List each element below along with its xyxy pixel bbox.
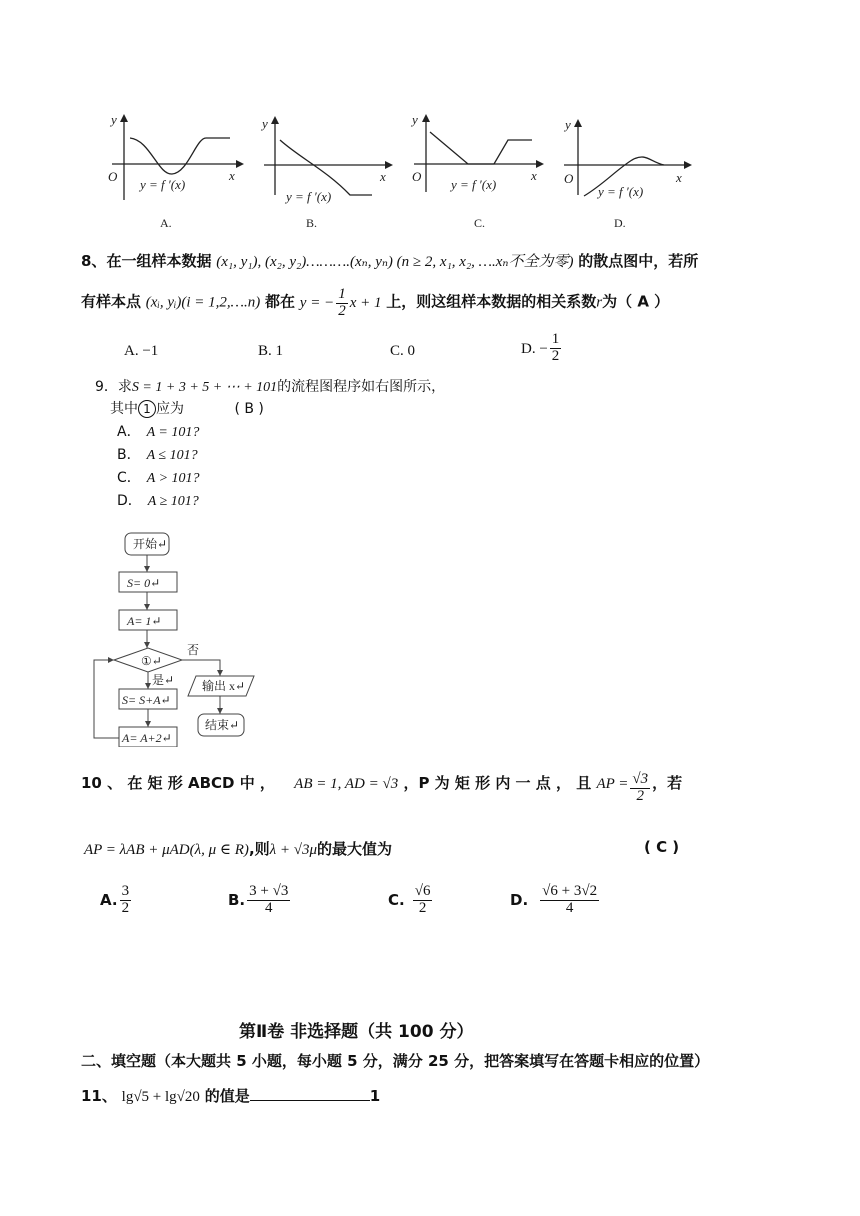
graph-c-x-label: x [531,168,537,183]
graph-b-func: y = f ′(x) [286,189,332,204]
q9-line1 [95,376,445,396]
q11-answer: 1 [369,1087,381,1105]
section2-title: 第Ⅱ卷 非选择题（共 100 分） [239,1022,474,1042]
graph-a-x-label: x [229,168,235,183]
q8-eq-post: x + 1 [349,294,382,311]
q10-option-c [388,884,434,917]
q10-option-b-label: B. [228,890,246,909]
q9-option-c-label: C． [117,470,141,486]
q10-ap [596,771,652,804]
q8-eq [299,286,382,319]
graph-b-x-label: x [380,169,386,184]
q10-prefix: 10 、 在 矩 形 ABCD 中 ， [81,774,275,792]
q8-eq-num: 1 [338,286,346,302]
q10-ap-den: 2 [636,788,644,804]
q9-option-d-math: A ≥ 101? [147,494,199,509]
q10-ap-frac [630,772,650,805]
q10-option-a-frac [120,884,132,917]
flowchart [0,525,300,747]
q10-option-a [100,884,133,917]
q10-expr: λ + √3μ [269,842,318,858]
graph-a-origin: O [108,169,118,184]
q9-suffix: 的流程图程序如右图所示， [277,379,446,395]
flow-output-label: 输出 x↵ [202,679,246,693]
flow-ssa-label: S= S+A↵ [122,693,171,707]
q8-eq-frac [336,287,348,320]
q8-r: r [596,294,603,311]
q9-sum-math: S = 1 + 3 + 5 + ⋯ + 101 [131,380,278,395]
q10-ap-num: √3 [632,771,649,788]
q8-data-math: (x₁, y₁), (x₂, y₂)……….(xₙ, yₙ) (n ≥ 2, x₁, x₂, ….xₙ不全为零) [216,254,574,270]
q8-eq-den: 2 [338,302,346,319]
q9-circle-one: 1 [138,400,156,418]
q9-answer: ( B ) [234,401,264,417]
q8-line1 [81,250,698,271]
q8-number: 8、 [81,252,107,270]
graph-d-x-label: x [676,170,682,185]
q11-answer-blank [250,1086,370,1101]
graph-c-y-label: y [412,112,418,127]
q8-point-math: (xᵢ, yᵢ)(i = 1,2,….n) [145,294,261,311]
q10-option-c-den: 2 [418,899,427,916]
q8-option-b-text: B. 1 [258,343,284,359]
q9-option-a [117,421,199,441]
q8-text-e: 上，则这组样本数据的相关系数 [386,292,597,311]
q9-prefix: 9．求 [95,379,132,395]
graph-d-origin: O [564,171,574,186]
graph-d-y-label: y [565,117,571,132]
q9-option-a-label: A． [117,424,141,440]
q10-option-d-num: √6 + 3√2 [542,883,598,899]
q10-max-text: 的最大值为 [317,840,393,858]
q11-line [81,1085,380,1106]
q10-ruo: ，若 [652,774,683,792]
q8-line2 [81,287,669,320]
q10-vector-eq: AP = λAB + μAD(λ, μ ∈ R) [84,842,249,858]
q9-option-a-math: A = 101? [146,425,200,440]
q10-option-c-label: C. [388,890,405,909]
flow-yes-label: 是↵ [152,673,175,687]
q8-text-b: 的散点图中，若所 [578,252,699,270]
q9-option-c-math: A > 101? [146,471,200,486]
q8-option-c-text: C. 0 [390,343,416,359]
q9-option-d [117,490,199,510]
q8-text-c: 有样本点 [81,292,142,311]
q8-option-a-text: A. −1 [124,343,159,359]
q10-ap-label: AP = [596,776,629,792]
q10-option-a-num: 3 [121,883,130,899]
q10-line2 [84,838,392,859]
q10-option-a-den: 2 [121,899,130,916]
graph-a-y-label: y [111,112,117,127]
q11-math: lg√5 + lg√20 [121,1089,200,1105]
q9-option-b-math: A ≤ 101? [146,448,198,463]
q10-line1 [81,772,682,805]
q10-option-a-label: A. [100,890,118,909]
q8-text-d: 都在 [265,292,296,311]
q10-option-d-label: D. [510,890,529,909]
q10-option-c-frac [413,884,433,917]
q10-ze: ,则 [248,840,270,858]
q8-answer: 为（ A ） [602,292,670,311]
q9-line2 [110,398,264,418]
flow-cond-label: ①↵ [141,654,162,668]
q8-option-c [390,341,415,360]
q11-text: 的值是 [204,1087,250,1105]
graph-a-option: A. [160,216,172,230]
graph-a-func: y = f ′(x) [140,177,186,192]
q10-option-d [510,884,601,917]
q8-option-b [258,341,283,360]
flow-a1-label: A= 1↵ [127,614,162,628]
q10-middle: ，P 为 矩 形 内 一 点 ， 且 [403,774,592,792]
q9-option-b-label: B． [117,447,141,463]
q10-option-b [228,884,292,917]
q10-ab-ad: AB = 1, AD = √3 [294,776,399,792]
graph-b-option: B. [306,216,318,230]
q9-line2-b: 应为 [156,401,184,417]
flow-end-label: 结束↵ [205,718,240,732]
q9-line2-a: 其中 [110,401,138,417]
q8-option-d-frac [550,332,562,365]
flow-start-label: 开始↵ [133,537,168,551]
section2-heading: 二、填空题（本大题共 5 小题，每小题 5 分，满分 25 分，把答案填写在答题卡相应的位置） [81,1052,710,1070]
graph-d-option: D. [614,216,626,230]
q11-number: 11、 [81,1087,117,1105]
q8-text-a: 在一组样本数据 [106,252,212,270]
q8-option-a [124,341,158,360]
q9-option-c [117,467,200,487]
flow-no-label: 否 [187,643,200,657]
flow-s0-label: S= 0↵ [127,576,161,590]
derivative-graphs [0,108,860,236]
q8-option-d-pre: D. − [521,340,548,357]
q10-option-d-den: 4 [565,899,574,916]
q10-answer: ( C ) [644,838,680,856]
q8-eq-pre: y = − [299,294,335,311]
flow-aa2-label: A= A+2↵ [122,731,172,745]
graph-b-y-label: y [262,116,268,131]
q10-option-b-frac [247,884,290,917]
q9-option-b [117,444,198,464]
graph-c-origin: O [412,169,422,184]
q9-option-d-label: D． [117,493,142,509]
q10-option-b-den: 4 [264,899,273,916]
graph-d-func: y = f ′(x) [598,184,644,199]
q8-option-d [521,332,563,365]
q8-option-d-num: 1 [551,331,560,347]
q10-option-b-num: 3 + √3 [249,883,289,899]
q10-option-c-num: √6 [414,883,431,899]
graph-c-option: C. [474,216,486,230]
q10-option-d-frac [540,884,599,917]
q8-option-d-den: 2 [551,347,560,364]
graph-c-func: y = f ′(x) [451,177,497,192]
